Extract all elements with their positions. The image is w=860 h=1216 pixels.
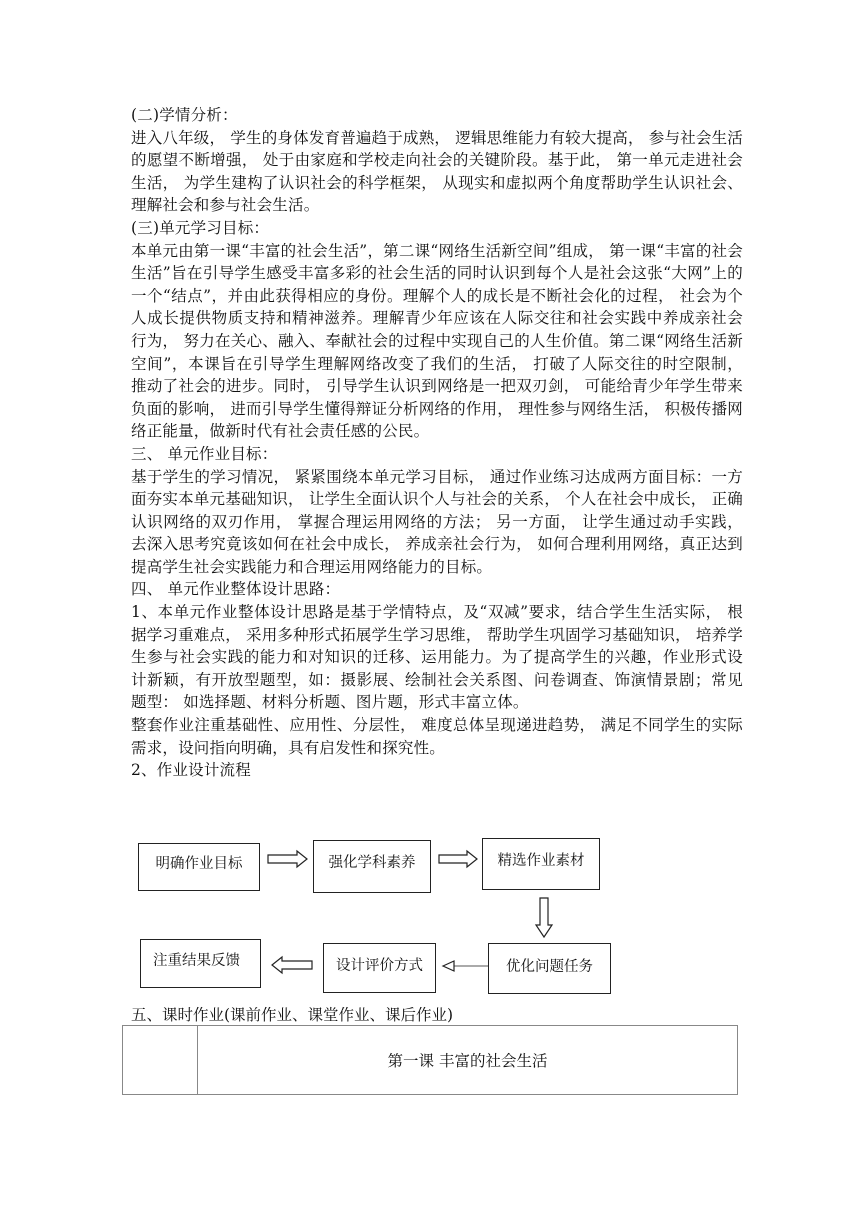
flow-step-6-label: 注重结果反馈 (153, 953, 240, 969)
flow-step-5-label: 设计评价方式 (336, 958, 423, 974)
table-cell-blank (123, 1026, 198, 1095)
flow-step-2-label: 强化学科素养 (328, 855, 416, 871)
section-5-title: 五、课时作业(课前作业、课堂作业、课后作业) (131, 1006, 454, 1024)
paragraph-unit-goals: 本单元由第一课“丰富的社会生活”，第二课“网络生活新空间”组成， 第一课“丰富的社会生活”旨在引导学生感受丰富多彩的社会生活的同时认识到每个人是社会这张“大网”上的一个“结点”，并由此获得相应的身份。理解个人的成长是不断社会化的过程， 社会为个人成长提供物质支持和精神滋养。理解青少年应该在人际交往和社会实践中养成亲社会行为， 努力在关心、融入、奉献社会的过程中实现自己的人生价值。第二课“网络生活新空间”，本课旨在引导学生理解网络改变了我们的生活， 打破了人际交往的时空限制， 推动了社会的进步。同时， 引导学生认识到网络是一把双刃剑， 可能给青少年学生带来负面的影响， 进而引导学生懂得辩证分析网络的作用， 理性参与网络生活， 积极传播网络正能量，做新时代有社会责任感的公民。 (131, 241, 743, 441)
heading-design-idea: 四、 单元作业整体设计思路： (131, 580, 341, 599)
arrow-down-icon (536, 898, 552, 937)
flow-step-4-label: 优化问题任务 (506, 959, 593, 975)
arrow-right-icon (439, 851, 477, 867)
arrow-right-icon (268, 851, 307, 867)
heading-design-flow: 2、作业设计流程 (131, 761, 251, 780)
paragraph-homework-goals: 基于学生的学习情况， 紧紧围绕本单元学习目标， 通过作业练习达成两方面目标：一方面夯实本单元基础知识， 让学生全面认识个人与社会的关系， 个人在社会中成长， 正确认识网络的双刃作用， 掌握合理运用网络的方法； 另一方面， 让学生通过动手实践， 去深入思考究竟该如何在社会中成长， 养成亲社会行为， 如何合理利用网络，真正达到提高学生社会实践能力和合理运用网络能力的目标。 (131, 467, 743, 576)
arrow-left-icon (443, 961, 454, 971)
heading-learning-analysis: (二)学情分析： (131, 106, 238, 124)
flow-step-6 (140, 939, 261, 988)
heading-homework-goals: 三、 单元作业目标： (131, 444, 278, 463)
flow-step-3-label: 精选作业素材 (497, 853, 585, 869)
heading-unit-goals: (三)单元学习目标： (131, 218, 270, 237)
body-text (131, 104, 743, 782)
flow-step-1-label: 明确作业目标 (155, 856, 243, 872)
flow-step-3 (482, 838, 600, 890)
paragraph-design-idea-1: 1、本单元作业整体设计思路是基于学情特点，及“双减”要求，结合学生生活实际， 根据学习重难点， 采用多种形式拓展学生学习思维， 帮助学生巩固学习基础知识， 培养学生参与社会实践的能力和对知识的迁移、运用能力。为了提高学生的兴趣，作业形式设计新颖，有开放型题型，如：摄影展、绘制社会关系图、问卷调查、饰演情景剧；常见题型： 如选择题、材料分析题、图片题，形式丰富立体。 (131, 603, 743, 712)
arrow-left-icon (272, 957, 312, 973)
table-cell-lesson-title: 第一课 丰富的社会生活 (198, 1026, 738, 1095)
lesson-table (122, 1025, 738, 1095)
flow-step-1 (138, 843, 260, 891)
paragraph-learning-analysis: 进入八年级， 学生的身体发育普遍趋于成熟， 逻辑思维能力有较大提高， 参与社会生活的愿望不断增强， 处于由家庭和学校走向社会的关键阶段。基于此， 第一单元走进社会生活， 为学生建构了认识社会的科学框架， 从现实和虚拟两个角度帮助学生认识社会、理解社会和参与社会生活。 (131, 128, 743, 215)
paragraph-design-idea-2: 整套作业注重基础性、应用性、分层性， 难度总体呈现递进趋势， 满足不同学生的实际需求，设问指向明确，具有启发性和探究性。 (131, 716, 743, 757)
flow-step-2 (313, 840, 431, 893)
table-row (123, 1026, 738, 1095)
flow-step-4 (488, 943, 611, 994)
flow-step-5 (323, 943, 436, 993)
